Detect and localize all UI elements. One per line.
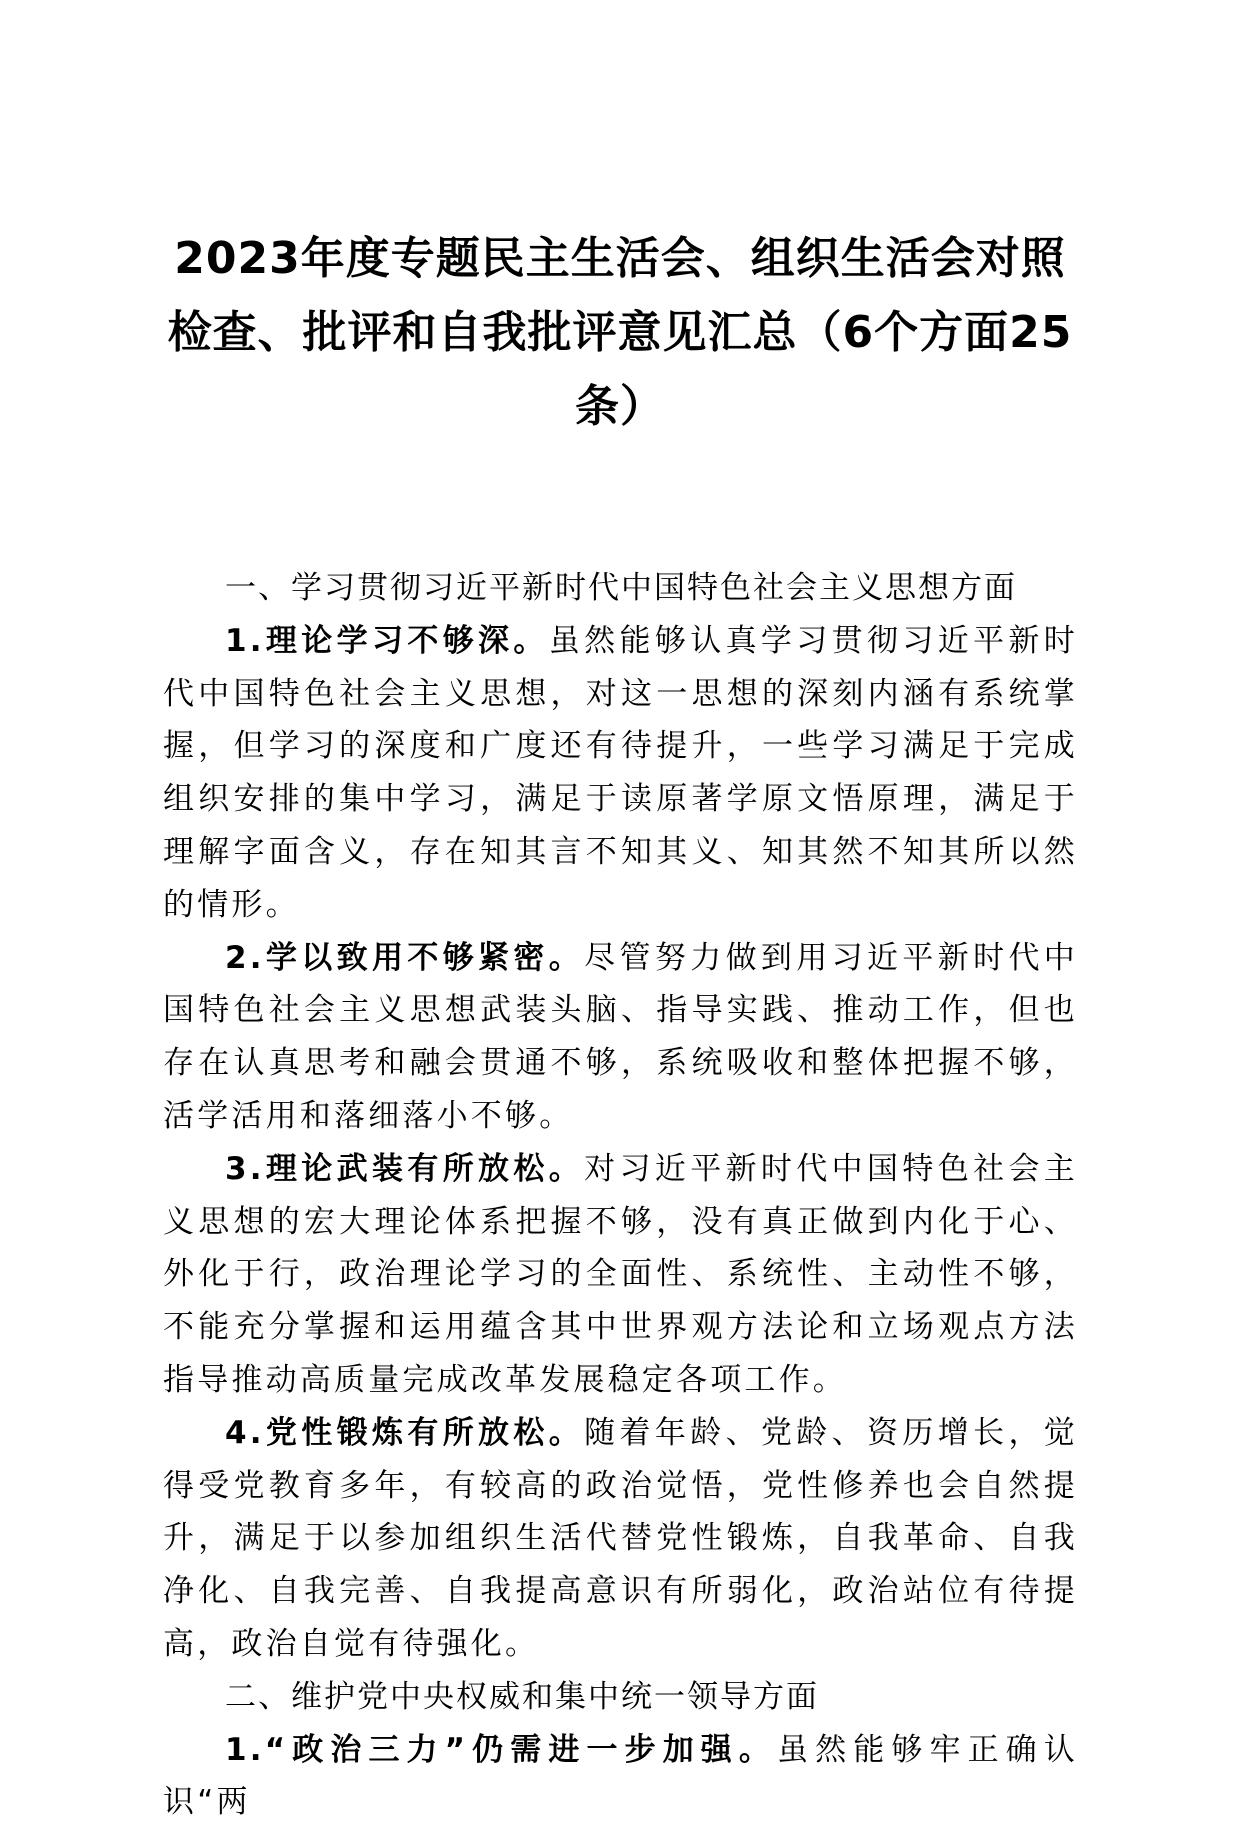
paragraph-1-1: [163, 615, 1078, 932]
item-text: 虽然能够认真学习贯彻习近平新时代中国特色社会主义思想，对这一思想的深刻内涵有系统掌握，但学习的深度和广度还有待提升，一些学习满足于完成组织安排的集中学习，满足于读原著学原文悟原理，满足于理解字面含义，存在知其言不知其义、知其然不知其所以然的情形。: [163, 622, 1078, 923]
item-lead: 1.理论学习不够深。: [225, 622, 549, 659]
item-lead: 4.党性锻炼有所放松。: [225, 1414, 585, 1451]
item-lead: 1.“政治三力”仍需进一步加强。: [225, 1731, 778, 1768]
item-lead: 2.学以致用不够紧密。: [225, 939, 585, 976]
title-line-1: 2023年度专题民主生活会、组织生活会对照: [174, 233, 1066, 284]
paragraph-1-4: [163, 1407, 1078, 1671]
document-body: [163, 562, 1078, 1829]
paragraph-1-2: [163, 932, 1078, 1143]
item-lead: 3.理论武装有所放松。: [225, 1150, 585, 1187]
item-text: 尽管努力做到用习近平新时代中国特色社会主义思想武装头脑、指导实践、推动工作，但也存在认真思考和融会贯通不够，系统吸收和整体把握不够，活学活用和落细落小不够。: [163, 939, 1078, 1134]
section-heading-1: 一、学习贯彻习近平新时代中国特色社会主义思想方面: [225, 570, 1017, 606]
title-line-2: 检查、批评和自我批评意见汇总（6个方面25: [167, 307, 1073, 358]
item-text: 随着年龄、党龄、资历增长，觉得受党教育多年，有较高的政治觉悟，党性修养也会自然提升，满足于以参加组织生活代替党性锻炼，自我革命、自我净化、自我完善、自我提高意识有所弱化，政治站位有待提高，政治自觉有待强化。: [163, 1414, 1078, 1662]
paragraph-1-3: [163, 1143, 1078, 1407]
item-text: 虽然能够牢正确认识“两: [163, 1731, 1078, 1821]
title-line-3: 条）: [575, 381, 665, 432]
document-title: [150, 222, 1090, 444]
paragraph-2-1: [163, 1724, 1078, 1829]
section-heading-2: 二、维护党中央权威和集中统一领导方面: [225, 1678, 819, 1715]
item-text: 对习近平新时代中国特色社会主义思想的宏大理论体系把握不够，没有真正做到内化于心、外化于行，政治理论学习的全面性、系统性、主动性不够，不能充分掌握和运用蕴含其中世界观方法论和立场观点方法指导推动高质量完成改革发展稳定各项工作。: [163, 1150, 1078, 1398]
